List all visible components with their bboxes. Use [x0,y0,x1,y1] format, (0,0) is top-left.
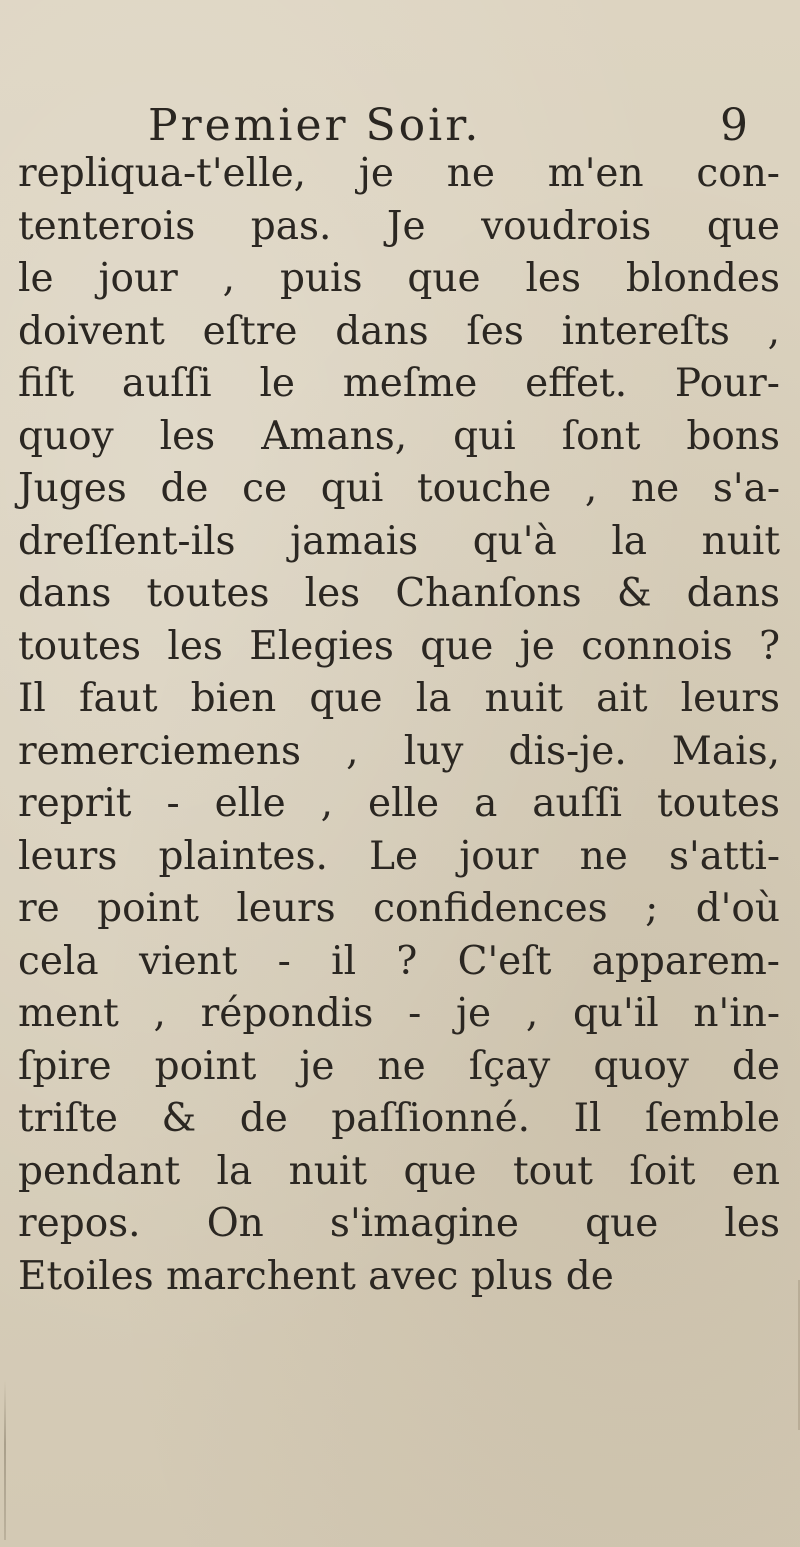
running-head: Premier Soir. [148,100,482,151]
text-line: dreſſent-ils jamais qu'à la nuit [18,518,780,564]
text-line: le jour , puis que les blondes [18,256,780,301]
text-line: pendant la nuit que tout ſoit en [18,1148,780,1194]
text-line: quoy les Amans, qui ſont bons [18,413,780,459]
text-line: repliqua-t'elle, je ne m'en con- [18,151,780,196]
text-line: Etoiles marchent avec plus de [18,1253,614,1299]
body-text [18,148,780,1303]
text-line: Juges de ce qui touche , ne s'a- [18,466,780,511]
text-line: fiſt auſſi le meſme effet. Pour- [18,361,780,406]
page-number: 9 [720,100,748,151]
text-line: reprit - elle , elle a auſſi toutes [18,781,780,826]
text-line: re point leurs confidences ; d'où [18,886,780,931]
text-line: doivent eſtre dans ſes intereſts , [18,308,780,354]
text-line: triſte & de paſſionné. Il ſemble [18,1096,780,1141]
text-line: remerciemens , luy dis-je. Mais, [18,728,780,774]
text-line: toutes les Elegies que je connois ? [18,623,780,669]
text-line: leurs plaintes. Le jour ne s'atti- [18,833,780,879]
text-line: ment , répondis - je , qu'il n'in- [18,991,780,1036]
text-line: Il faut bien que la nuit ait leurs [18,676,780,721]
page-edge-mark [4,1380,6,1540]
page-header [148,96,748,156]
text-line: ſpire point je ne ſçay quoy de [18,1043,780,1089]
text-line: cela vient - il ? C'eſt apparem- [18,938,780,984]
text-line: dans toutes les Chanſons & dans [18,571,780,616]
text-line: tenterois pas. Je voudrois que [18,203,780,249]
text-line: repos. On s'imagine que les [18,1201,780,1246]
